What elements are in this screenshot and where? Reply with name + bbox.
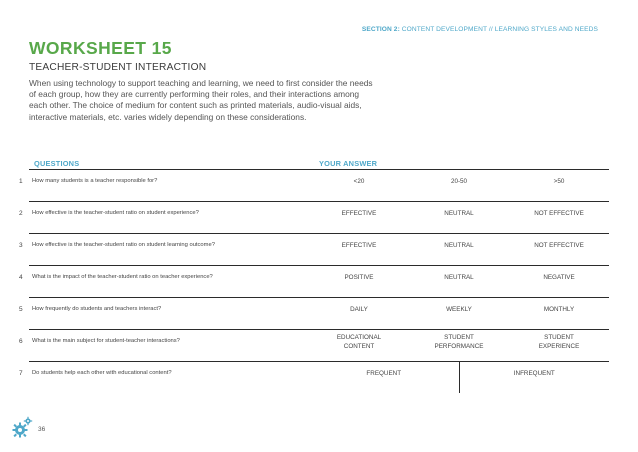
- table-row: [19, 297, 609, 329]
- intro-paragraph: When using technology to support teaching and learning, we need to first consider the needs of each group, how they are currently performing their roles, and their interactions among each other. The choice of medium for content such as printed materials, audio-visual aids, interactive materials, etc. varies widely depending on these considerations.: [29, 78, 373, 122]
- answer-option[interactable]: >50: [553, 178, 565, 185]
- answer-option[interactable]: EFFECTIVE: [341, 242, 377, 249]
- answer-option[interactable]: EFFECTIVE: [341, 210, 377, 217]
- answer-options: [309, 330, 609, 361]
- questions-header: QUESTIONS: [34, 159, 80, 168]
- question-text: How many students is a teacher responsible for?: [32, 178, 158, 184]
- table-row: [19, 169, 609, 201]
- table-row: [19, 201, 609, 233]
- answer-option[interactable]: NOT EFFECTIVE: [534, 242, 584, 249]
- answer-options: [309, 362, 609, 393]
- gear-icon: [12, 416, 34, 438]
- answer-option[interactable]: NOT EFFECTIVE: [534, 210, 584, 217]
- page-number: 36: [38, 426, 46, 433]
- answer-option[interactable]: 20-50: [450, 178, 468, 185]
- question-text: How effective is the teacher-student ratio on student experience?: [32, 210, 199, 216]
- question-text: Do students help each other with educational content?: [32, 370, 172, 376]
- answer-option[interactable]: EDUCATIONAL CONTENT: [336, 334, 382, 350]
- answer-option[interactable]: STUDENT PERFORMANCE: [434, 334, 484, 350]
- answer-header: YOUR ANSWER: [319, 159, 378, 168]
- question-number: 3: [19, 242, 23, 249]
- answer-option[interactable]: DAILY: [350, 306, 368, 313]
- worksheet-title: WORKSHEET 15: [29, 38, 172, 58]
- answer-option[interactable]: NEUTRAL: [444, 274, 474, 281]
- question-number: 2: [19, 210, 23, 217]
- question-text: How frequently do students and teachers interact?: [32, 306, 162, 312]
- section-title: CONTENT DEVELOPMENT // LEARNING STYLES AND NEEDS: [399, 26, 598, 33]
- question-number: 6: [19, 338, 23, 345]
- question-text: What is the impact of the teacher-student ratio on teacher experience?: [32, 274, 213, 280]
- question-number: 7: [19, 370, 23, 377]
- answer-options: [309, 170, 609, 201]
- answer-option[interactable]: STUDENT EXPERIENCE: [538, 334, 580, 350]
- question-number: 5: [19, 306, 23, 313]
- answer-option[interactable]: MONTHLY: [543, 306, 575, 313]
- question-text: How effective is the teacher-student ratio on student learning outcome?: [32, 242, 215, 248]
- answer-option[interactable]: POSITIVE: [344, 274, 374, 281]
- answer-option[interactable]: INFREQUENT: [513, 370, 555, 377]
- answer-option[interactable]: NEUTRAL: [444, 210, 474, 217]
- answer-options: [309, 202, 609, 233]
- answer-option[interactable]: <20: [353, 178, 365, 185]
- table-row: [19, 329, 609, 361]
- answer-options: [309, 266, 609, 297]
- answer-options: [309, 298, 609, 329]
- answer-option[interactable]: NEGATIVE: [543, 274, 575, 281]
- table-row: [19, 361, 609, 393]
- answer-option[interactable]: FREQUENT: [366, 370, 402, 377]
- question-number: 4: [19, 274, 23, 281]
- table-row: [19, 233, 609, 265]
- question-number: 1: [19, 178, 23, 185]
- answer-option[interactable]: NEUTRAL: [444, 242, 474, 249]
- worksheet-subtitle: TEACHER-STUDENT INTERACTION: [29, 62, 207, 73]
- questionnaire-table: [19, 169, 609, 393]
- question-text: What is the main subject for student-teacher interactions?: [32, 338, 180, 344]
- answer-option[interactable]: WEEKLY: [446, 306, 472, 313]
- section-label: SECTION 2:: [361, 26, 400, 33]
- answer-options: [309, 234, 609, 265]
- section-header: [362, 26, 598, 33]
- table-row: [19, 265, 609, 297]
